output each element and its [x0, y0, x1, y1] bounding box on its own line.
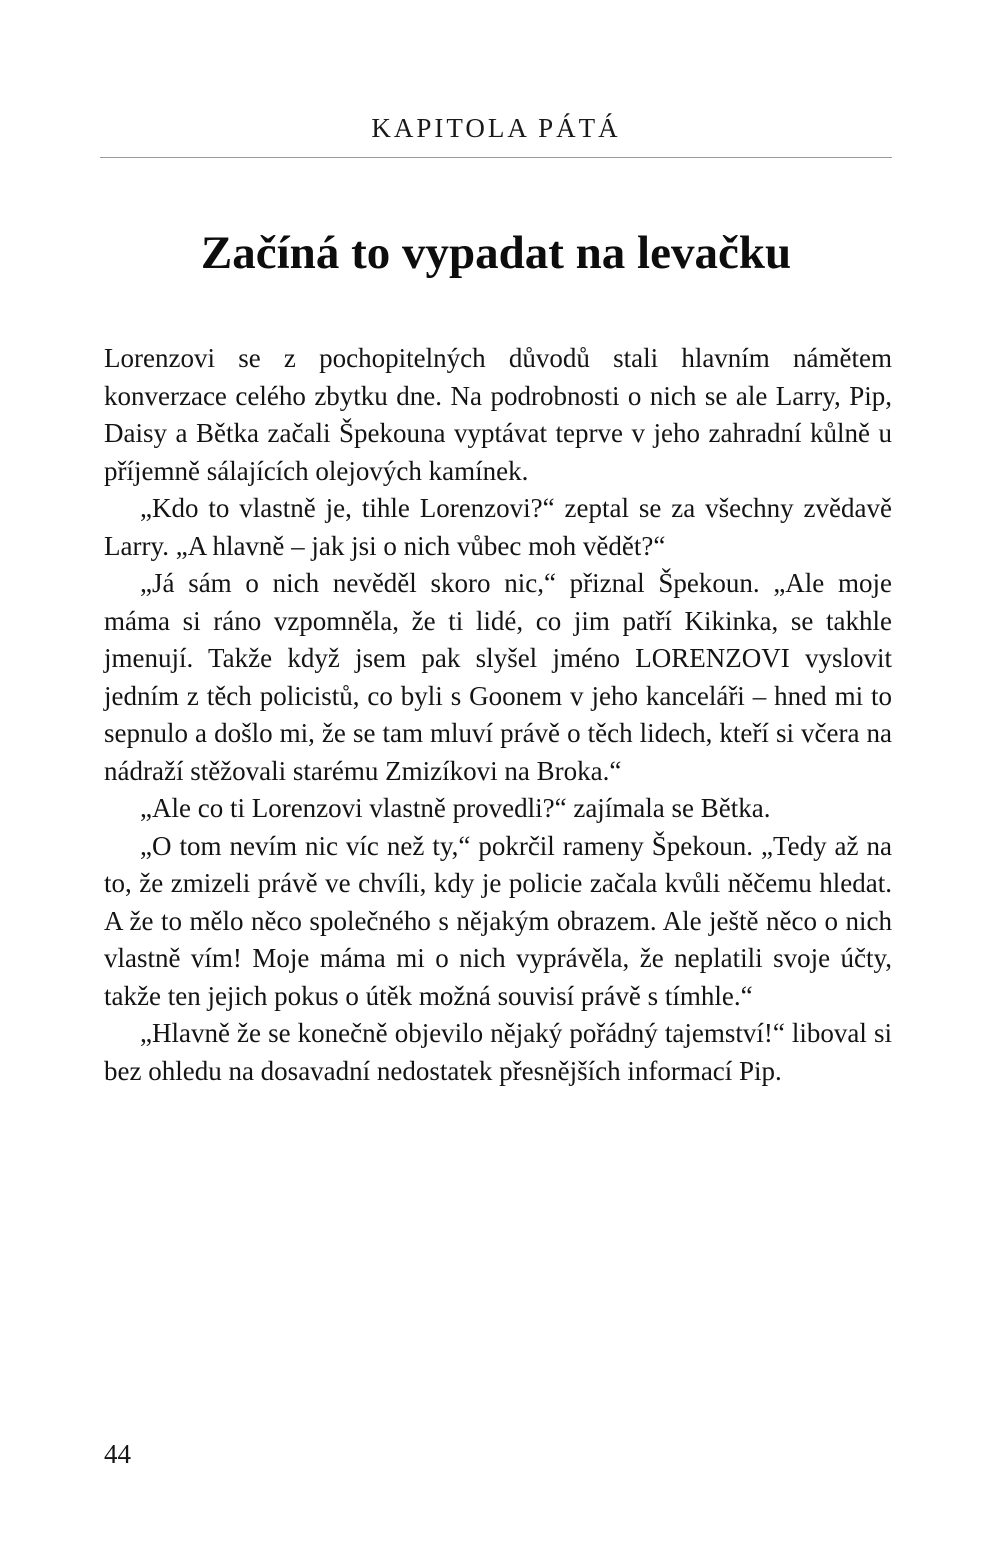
- chapter-title: Začíná to vypadat na levačku: [200, 227, 792, 279]
- paragraph: „Ale co ti Lorenzovi vlastně provedli?“ zajímala se Bětka.: [140, 793, 771, 823]
- paragraph: Lorenzovi se z pochopitelných důvodů stali hlavním námětem konverzace celého zbytku dne. Na podrobnosti o nich se ale Larry, Pip, Daisy a Bětka začali Špekouna vyptávat teprve v jeho zahradní kůlně u příjemně sálajících olejových kamínek.: [104, 343, 892, 486]
- paragraph: „Hlavně že se konečně objevilo nějaký pořádný tajemství!“ liboval si bez ohledu na dosavadní nedostatek přesnějších informací Pip.: [104, 1018, 892, 1086]
- paragraph: „Já sám o nich nevěděl skoro nic,“ přiznal Špekoun. „Ale moje máma si ráno vzpomněla, že ti lidé, co jim patří Kikinka, se takhle jmenují. Takže když jsem pak slyšel jméno LORENZOVI vyslovit jedním z těch policistů, co byli s Goonem v jeho kanceláři – hned mi to sepnulo a došlo mi, že se tam mluví právě o těch lidech, kteří si včera na nádraží stěžovali starému Zmizíkovi na Broka.“: [104, 568, 892, 786]
- header-rule: [100, 157, 892, 158]
- chapter-heading: KAPITOLA PÁTÁ: [371, 113, 621, 143]
- body-text: [104, 340, 892, 1090]
- paragraph: „Kdo to vlastně je, tihle Lorenzovi?“ zeptal se za všechny zvědavě Larry. „A hlavně – jak jsi o nich vůbec moh vědět?“: [104, 493, 892, 561]
- paragraph: „O tom nevím nic víc než ty,“ pokrčil rameny Špekoun. „Tedy až na to, že zmizeli právě ve chvíli, kdy je policie začala kvůli něčemu hledat. A že to mělo něco společného s nějakým obrazem. Ale ještě něco o nich vlastně vím! Moje máma mi o nich vyprávěla, že neplatili svoje účty, takže ten jejich pokus o útěk možná souvisí právě s tímhle.“: [104, 830, 892, 1011]
- page-number: 44: [104, 1439, 131, 1469]
